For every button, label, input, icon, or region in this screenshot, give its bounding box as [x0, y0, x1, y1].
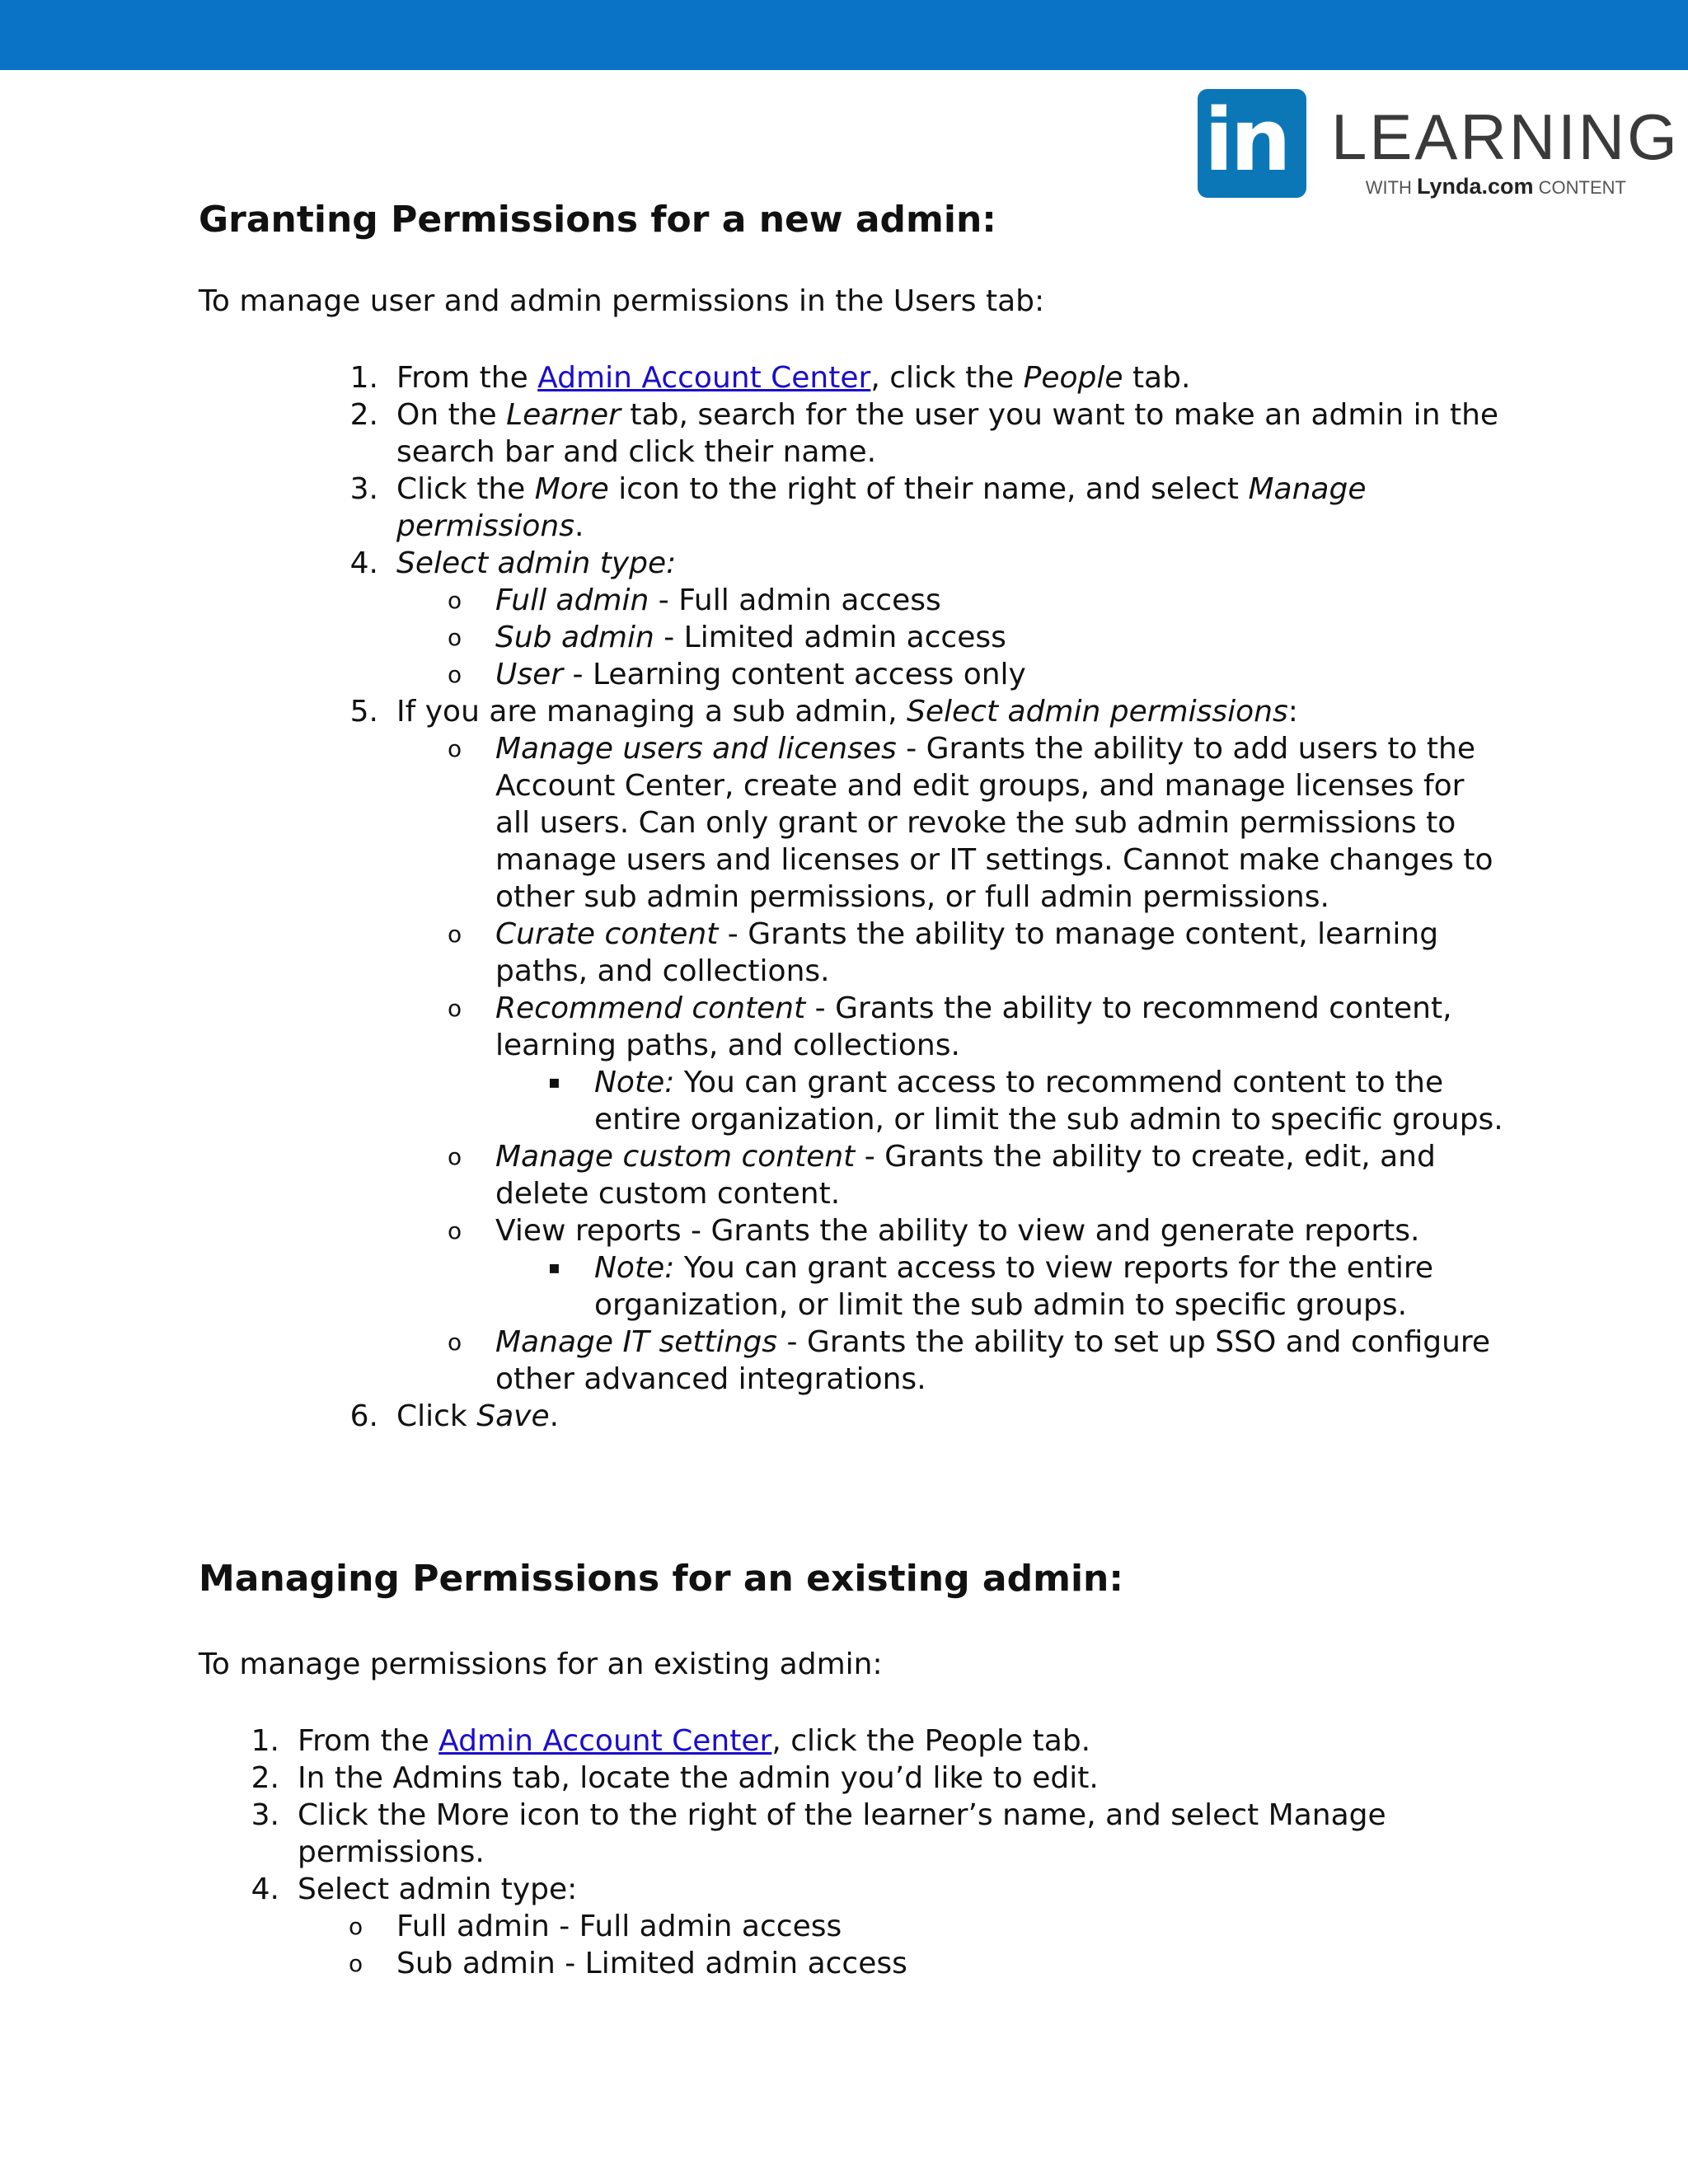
- section1-steps: [199, 359, 1517, 1435]
- sub-list-item: o Full admin - Full admin access: [349, 1910, 842, 1943]
- section2-heading: Managing Permissions for an existing admin:: [199, 1558, 1123, 1600]
- square-bullet-icon: ▪: [548, 1258, 560, 1278]
- bullet-icon: o: [448, 921, 462, 948]
- bullet-icon: o: [448, 587, 462, 614]
- section1-heading: Granting Permissions for a new admin:: [199, 199, 996, 241]
- sub-list-item: o Sub admin - Limited admin access: [349, 1947, 907, 1980]
- list-item-continuation: permissions.: [396, 509, 584, 543]
- sub-list-item: o Full admin - Full admin access: [448, 583, 941, 617]
- sub-list-item: o Manage custom content - Grants the ability to create, edit, and: [448, 1140, 1436, 1174]
- admin-account-center-link[interactable]: Admin Account Center: [438, 1724, 772, 1758]
- bullet-icon: o: [448, 661, 462, 688]
- sub-list-item-continuation: delete custom content.: [495, 1177, 841, 1211]
- list-item-continuation: search bar and click their name.: [396, 435, 877, 469]
- square-bullet-icon: ▪: [548, 1072, 560, 1093]
- sub-list-item: o Curate content - Grants the ability to manage content, learning: [448, 917, 1439, 951]
- linkedin-learning-logo: [1198, 89, 1680, 199]
- sub-list-item-continuation: manage users and licenses or IT settings. Cannot make changes to: [495, 843, 1493, 877]
- list-item: 3. Click the More icon to the right of the learner’s name, and select Manage: [251, 1798, 1386, 1832]
- sub-list-item: o User - Learning content access only: [448, 658, 1026, 691]
- list-item: 4. Select admin type:: [349, 546, 677, 580]
- note-item-continuation: entire organization, or limit the sub admin to specific groups.: [594, 1103, 1503, 1137]
- sub-list-item: o Manage IT settings - Grants the ability to set up SSO and configure: [448, 1325, 1491, 1359]
- sub-list-item: o View reports - Grants the ability to view and generate reports.: [448, 1214, 1420, 1248]
- sub-list-item-continuation: all users. Can only grant or revoke the sub admin permissions to: [495, 806, 1456, 840]
- top-banner: [0, 0, 1688, 70]
- list-item-continuation: permissions.: [298, 1835, 485, 1869]
- list-item: 3. Click the More icon to the right of their name, and select Manage: [349, 472, 1367, 506]
- sub-list-item-continuation: learning paths, and collections.: [495, 1029, 960, 1062]
- admin-account-center-link[interactable]: Admin Account Center: [537, 361, 871, 395]
- sub-list-item-continuation: paths, and collections.: [495, 954, 830, 988]
- sub-list-item-continuation: Account Center, create and edit groups, and manage licenses for: [495, 769, 1465, 803]
- list-item: 6. Click Save.: [349, 1399, 560, 1433]
- section2-intro: To manage permissions for an existing admin:: [199, 1647, 883, 1681]
- list-item: 2. In the Admins tab, locate the admin you’d like to edit.: [251, 1761, 1099, 1795]
- section1-intro: To manage user and admin permissions in the Users tab:: [199, 284, 1045, 318]
- bullet-icon: o: [448, 1329, 462, 1356]
- sub-list-item-continuation: other sub admin permissions, or full admin permissions.: [495, 880, 1329, 914]
- logo-wordmark: LEARNING: [1331, 101, 1680, 173]
- sub-list-item: o Manage users and licenses - Grants the ability to add users to the: [448, 732, 1476, 766]
- list-item: 1. From the Admin Account Center, click the People tab.: [349, 361, 1191, 395]
- bullet-icon: o: [349, 1950, 363, 1977]
- logo-badge-text: in: [1204, 90, 1288, 190]
- bullet-icon: o: [448, 1217, 462, 1244]
- list-item: 4. Select admin type:: [251, 1872, 578, 1906]
- bullet-icon: o: [448, 624, 462, 651]
- bullet-icon: o: [349, 1913, 363, 1940]
- linkedin-in-badge-icon: [1198, 89, 1306, 198]
- section2-steps: [199, 1722, 1517, 1982]
- list-item: 1. From the Admin Account Center, click the People tab.: [251, 1724, 1091, 1758]
- bullet-icon: o: [448, 1143, 462, 1170]
- list-item: 5. If you are managing a sub admin, Select admin permissions:: [349, 695, 1298, 729]
- bullet-icon: o: [448, 995, 462, 1022]
- list-item: 2. On the Learner tab, search for the user you want to make an admin in the: [349, 398, 1499, 432]
- sub-list-item-continuation: other advanced integrations.: [495, 1362, 926, 1396]
- sub-list-item: o Recommend content - Grants the ability to recommend content,: [448, 991, 1452, 1025]
- note-item-continuation: organization, or limit the sub admin to specific groups.: [594, 1288, 1408, 1322]
- sub-list-item: o Sub admin - Limited admin access: [448, 621, 1006, 654]
- note-item: ▪ Note: You can grant access to view reports for the entire: [548, 1251, 1434, 1285]
- bullet-icon: o: [448, 735, 462, 762]
- note-item: ▪ Note: You can grant access to recommend content to the: [548, 1066, 1444, 1099]
- logo-subtitle: WITH Lynda.com CONTENT: [1365, 174, 1626, 199]
